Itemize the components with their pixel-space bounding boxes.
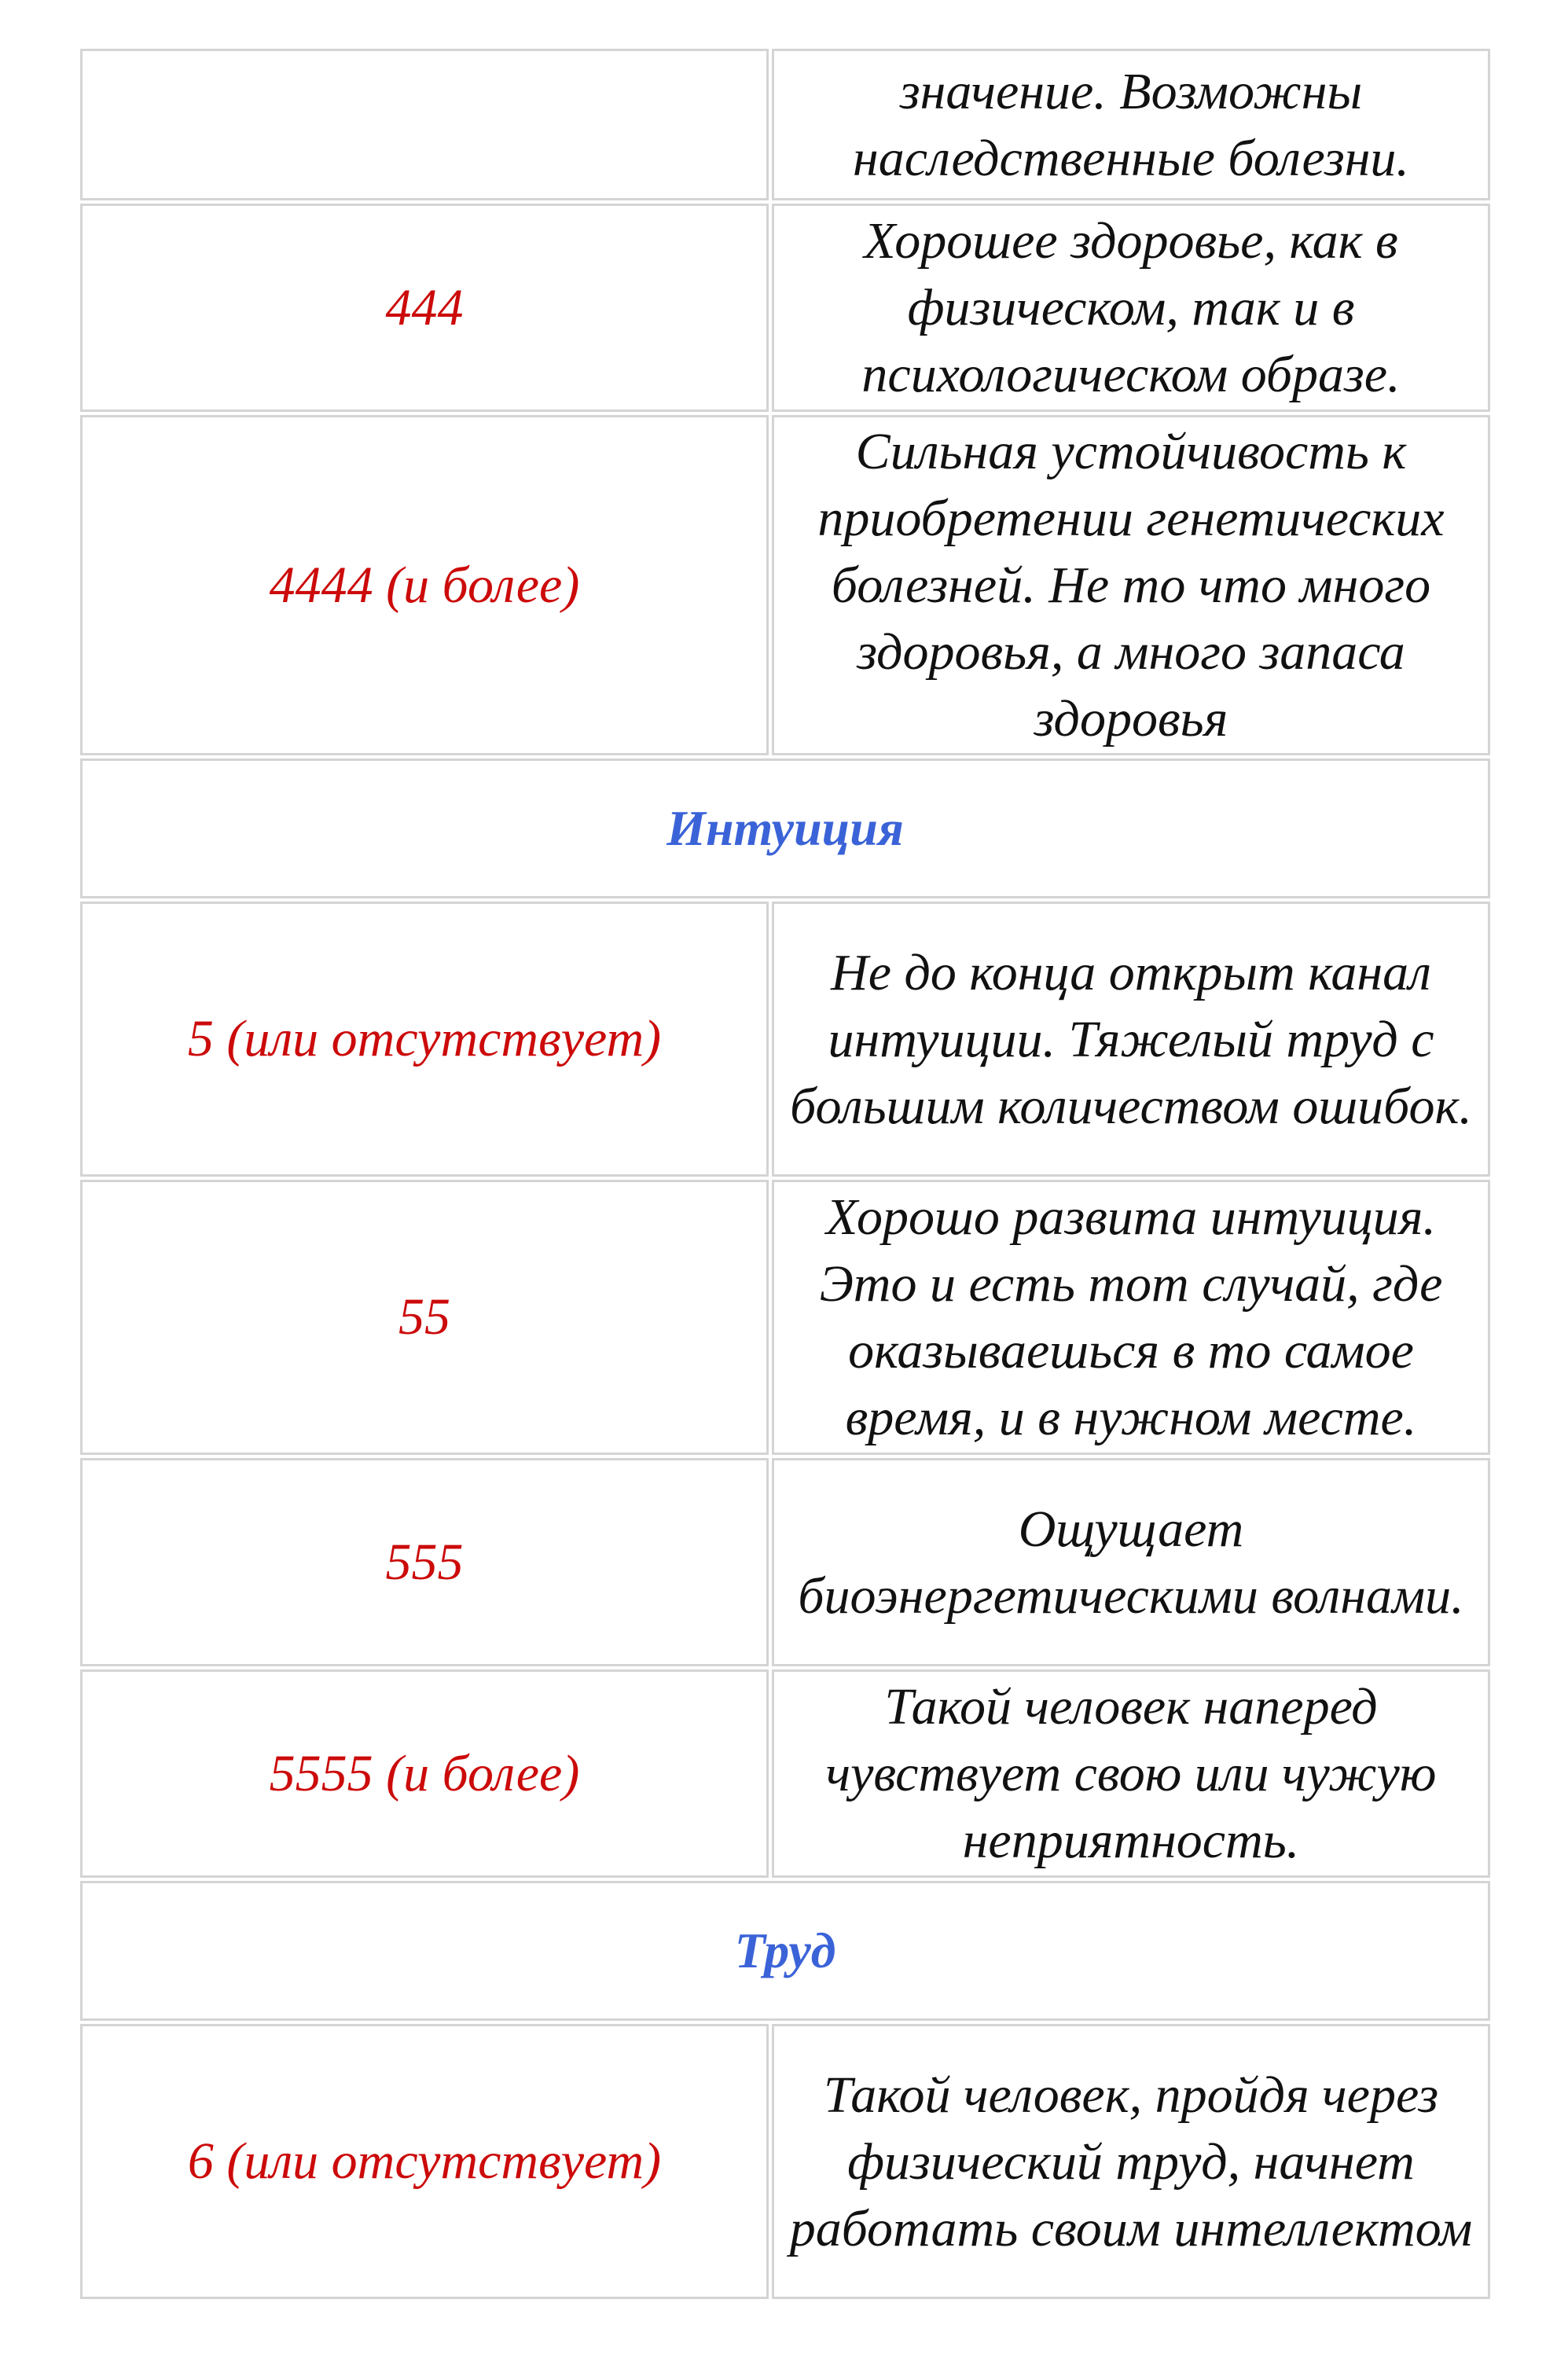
table-row xyxy=(80,1180,1490,1455)
table-row xyxy=(80,49,1490,200)
section-row xyxy=(80,758,1490,898)
description-cell: Ощущает биоэнергетическими волнами. xyxy=(772,1458,1490,1666)
table-row xyxy=(80,1669,1490,1878)
number-cell: 444 xyxy=(80,204,769,412)
description-cell: Хорошее здоровье, как в физическом, так и в психологическом образе. xyxy=(772,204,1490,412)
description-cell: Не до конца открыт канал интуиции. Тяжелый труд с большим количеством ошибок. xyxy=(772,902,1490,1177)
table-row xyxy=(80,1458,1490,1666)
number-cell: 555 xyxy=(80,1458,769,1666)
section-row xyxy=(80,1881,1490,2021)
description-cell: Хорошо развита интуиция. Это и есть тот случай, где оказываешься в то самое время, и в нужном месте. xyxy=(772,1180,1490,1455)
number-cell: 5 (или отсутствует) xyxy=(80,902,769,1177)
number-cell: 5555 (и более) xyxy=(80,1669,769,1878)
number-cell xyxy=(80,49,769,200)
description-cell: Такой человек наперед чувствует свою или чужую неприятность. xyxy=(772,1669,1490,1878)
table-row xyxy=(80,902,1490,1177)
number-cell: 4444 (и более) xyxy=(80,415,769,755)
description-cell: Такой человек, пройдя через физический труд, начнет работать своим интеллектом xyxy=(772,2024,1490,2299)
section-heading-intuition: Интуиция xyxy=(80,758,1490,898)
section-heading-labor: Труд xyxy=(80,1881,1490,2021)
number-cell: 55 xyxy=(80,1180,769,1455)
numerology-table xyxy=(77,46,1493,2302)
description-cell: значение. Возможны наследственные болезни. xyxy=(772,49,1490,200)
table-row xyxy=(80,415,1490,755)
description-cell: Сильная устойчивость к приобретении генетических болезней. Не то что много здоровья, а много запаса здоровья xyxy=(772,415,1490,755)
table-row xyxy=(80,2024,1490,2299)
number-cell: 6 (или отсутствует) xyxy=(80,2024,769,2299)
table-row xyxy=(80,204,1490,412)
